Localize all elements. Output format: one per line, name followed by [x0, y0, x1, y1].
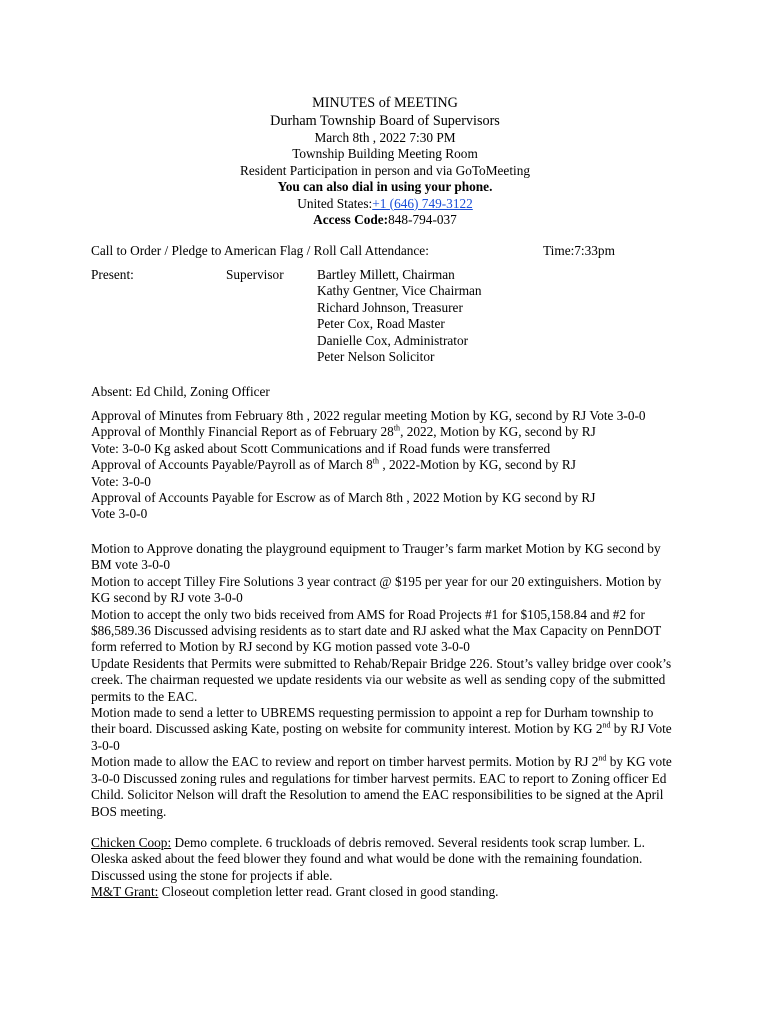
member-name: Danielle Cox, Administrator [317, 332, 469, 348]
motion-road-bids: Motion to accept the only two bids received from AMS for Road Projects #1 for $105,158.84 and #2 for $86,589.36 Discussed advising residents as to start date and RJ asked what the Max Capacity on PennDOT form referred to Motion by RJ second by KG motion passed vote 3-0-0 [91, 606, 661, 655]
approval-payable-vote: Vote: 3-0-0 [91, 473, 151, 489]
approval-escrow-vote: Vote 3-0-0 [91, 506, 148, 522]
phone-line [0, 196, 770, 212]
motion-fire-contract: Motion to accept Tilley Fire Solutions 3 year contract @ $195 per year for our 20 extinguishers. Motion by KG second by RJ vote 3-0-0 [91, 573, 662, 606]
board-name: Durham Township Board of Supervisors [270, 113, 500, 129]
call-to-order-text: Call to Order / Pledge to American Flag / Roll Call Attendance: [91, 243, 429, 258]
call-to-order-row [91, 243, 691, 259]
approvals-section [91, 408, 681, 523]
update-bridge-permits: Update Residents that Permits were submitted to Rehab/Repair Bridge 226. Stout’s valley bridge over cook’s creek. The chairman requested we update residents via our website as well as sending copy of the submitted permits to the EAC. [91, 655, 672, 704]
dial-in-note: You can also dial in using your phone. [277, 179, 493, 195]
present-members [317, 267, 482, 365]
member-name: Bartley Millett, Chairman [317, 267, 455, 282]
absent-line [91, 384, 681, 400]
member-name: Richard Johnson, Treasurer [317, 299, 463, 315]
participation-note: Resident Participation in person and via GoToMeeting [239, 162, 531, 178]
document-title: MINUTES of MEETING [312, 95, 458, 111]
document-header [0, 94, 770, 228]
grant-update: M&T Grant: Closeout completion letter read. Grant closed in good standing. [91, 884, 499, 900]
meeting-location: Township Building Meeting Room [292, 146, 478, 162]
member-name: Kathy Gentner, Vice Chairman [317, 283, 482, 299]
approval-financial: Approval of Monthly Financial Report as of February 28th, 2022, Motion by KG, second by RJ [91, 423, 596, 440]
grant-label: M&T Grant: [91, 884, 159, 900]
access-code-value: 848-794-037 [388, 212, 457, 228]
motions-section [91, 541, 681, 820]
member-name: Peter Cox, Road Master [317, 316, 445, 332]
motion-eac-timber: Motion made to allow the EAC to review and report on timber harvest permits. Motion by RJ 2nd by KG vote 3-0-0 Discussed zoning rules and regulations for timber harvest permits. EAC to report to Zoning officer Ed Child. Solicitor Nelson will draft the Resolution to amend the EAC responsibilities to be signed at the April BOS meeting. [91, 753, 672, 819]
motion-ubrems: Motion made to send a letter to UBREMS requesting permission to appoint a rep for Durham township to their board. Discussed asking Kate, posting on website for community interest. Motion by KG 2nd by RJ Vote 3-0-0 [91, 705, 672, 753]
approval-financial-vote: Vote: 3-0-0 Kg asked about Scott Communications and if Road funds were transferred [91, 440, 551, 456]
access-code-label: Access Code: [313, 212, 389, 228]
chicken-coop-label: Chicken Coop: [91, 835, 172, 850]
chicken-coop-update: Chicken Coop: Demo complete. 6 truckloads of debris removed. Several residents took scrap lumber. L. Oleska asked about the feed blower they found and what would be done with the remaining foundation. Discussed using the stone for projects if able. [91, 835, 645, 883]
call-to-order-time: Time:7:33pm [543, 243, 615, 258]
absent-text: Absent: Ed Child, Zoning Officer [91, 384, 270, 399]
phone-link[interactable]: +1 (646) 749-3122 [372, 195, 473, 211]
motion-playground: Motion to Approve donating the playground equipment to Trauger’s farm market Motion by KG second by BM vote 3-0-0 [91, 541, 661, 573]
access-code-line [0, 212, 770, 228]
present-role: Supervisor [226, 267, 284, 282]
approval-minutes: Approval of Minutes from February 8th , 2022 regular meeting Motion by KG, second by RJ Vote 3-0-0 [91, 408, 646, 423]
approval-payable: Approval of Accounts Payable/Payroll as of March 8th , 2022-Motion by KG, second by RJ [91, 456, 576, 473]
updates-section [91, 835, 681, 901]
approval-escrow: Approval of Accounts Payable for Escrow as of March 8th , 2022 Motion by KG second by RJ [91, 490, 596, 506]
phone-label: United States: [297, 195, 373, 211]
member-name: Peter Nelson Solicitor [317, 349, 435, 365]
meeting-date: March 8th , 2022 7:30 PM [314, 130, 456, 145]
present-label: Present: [91, 267, 134, 282]
